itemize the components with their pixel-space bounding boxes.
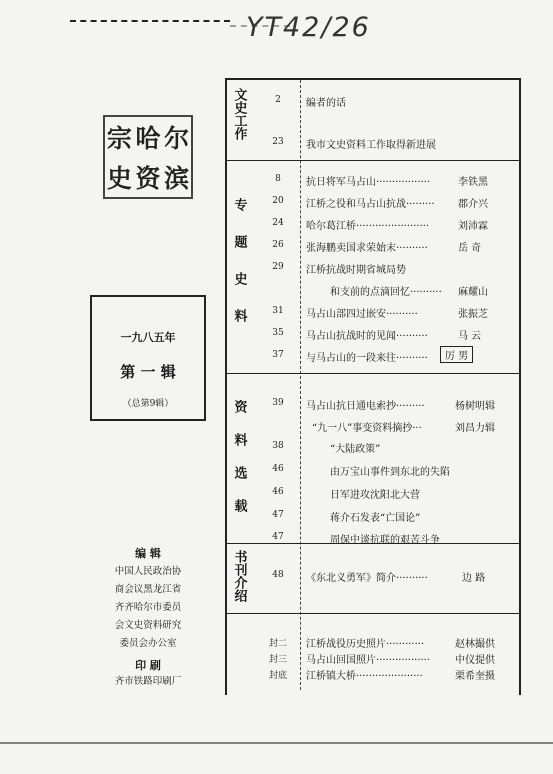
editor-line: 中国人民政治协 xyxy=(114,566,182,577)
issue-total: （总第9辑） xyxy=(122,399,174,409)
page-number: 2 xyxy=(275,95,281,105)
toc-entry-author: 杨树明辑 xyxy=(455,401,495,412)
section-divider xyxy=(225,613,519,614)
toc-entry-title: 编者的话 xyxy=(306,98,346,109)
toc-column-rule xyxy=(300,80,301,690)
seal-char: 史 xyxy=(106,164,132,193)
toc-entry-title: 蒋介石发表“亡国论” xyxy=(330,513,421,524)
toc-entry-title: “大陆政策” xyxy=(330,444,381,455)
seal-char: 宗 xyxy=(106,124,132,153)
toc-frame xyxy=(225,78,521,695)
editor-line: 商会议黑龙江省 xyxy=(114,584,182,595)
page-number: 8 xyxy=(275,174,281,184)
section-divider xyxy=(225,160,519,161)
section-title-text: 资料选载 xyxy=(231,400,247,532)
toc-entry-title: 和支前的点滴回忆·········· xyxy=(330,287,442,298)
toc-entry-title: 马占山部四过嵌安·········· xyxy=(306,309,418,320)
editor-heading: 编 辑 xyxy=(135,547,161,560)
toc-entry-title: 江桥镇大桥····················· xyxy=(306,671,423,682)
toc-entry-author: 边 路 xyxy=(462,573,486,584)
page-number: 38 xyxy=(272,441,284,451)
seal-char: 哈 xyxy=(135,124,161,153)
page-number: 47 xyxy=(272,532,284,542)
section-title-wenshi xyxy=(228,88,250,140)
printer-name: 齐市铁路印刷厂 xyxy=(114,676,182,687)
toc-entry-title: 马占山回国照片················· xyxy=(306,655,431,666)
issue-box xyxy=(90,295,206,421)
toc-entry-author: 麻耀山 xyxy=(458,287,488,298)
page-number: 47 xyxy=(272,510,284,520)
editor-line: 会文史资料研究 xyxy=(114,620,182,631)
toc-entry-title: 日军进攻沈阳北大营 xyxy=(330,490,420,501)
handwritten-note: YT42/26 xyxy=(246,12,371,43)
page-number: 48 xyxy=(272,570,284,580)
printer-heading: 印 刷 xyxy=(135,659,161,672)
section-title-text: 专题史料 xyxy=(231,198,247,346)
page-number: 24 xyxy=(272,218,284,228)
section-title-ziliao xyxy=(228,400,250,532)
seal-char: 尔 xyxy=(164,124,190,153)
toc-entry-author: 岳 奇 xyxy=(458,243,482,254)
page-number: 31 xyxy=(272,306,284,316)
page-number: 35 xyxy=(272,328,284,338)
toc-entry-author: 栗希奎摄 xyxy=(455,671,495,682)
toc-entry-title: 江桥之役和马占山抗战········· xyxy=(306,199,435,210)
toc-entry-title: 江桥抗战时期省城局势 xyxy=(306,265,406,276)
toc-entry-title: 抗日将军马占山················· xyxy=(306,177,431,188)
section-title-zhuanti xyxy=(228,198,250,346)
section-divider xyxy=(225,373,519,374)
toc-entry-title: 哈尔葛江桥······················· xyxy=(306,221,430,232)
toc-entry-title: 马占山抗战时的见闻·········· xyxy=(306,331,428,342)
page-number: 46 xyxy=(272,464,284,474)
issue-year: 一九八五年 xyxy=(120,331,176,344)
section-title-text: 文史工作 xyxy=(231,88,247,140)
toc-entry-title: 由万宝山事件到东北的失陷 xyxy=(330,467,450,478)
toc-entry-author: 郡介兴 xyxy=(458,199,488,210)
toc-entry-author: 中仪提供 xyxy=(455,655,495,666)
toc-entry-title: 马占山抗日通电索抄········· xyxy=(306,401,425,412)
seal-char: 滨 xyxy=(164,164,190,193)
seal-char: 资 xyxy=(135,164,161,193)
page-number: 封三 xyxy=(268,655,287,665)
issue-volume: 第 一 辑 xyxy=(120,363,176,381)
toc-entry-title: 江桥战役历史照片············ xyxy=(306,639,425,650)
seal-stamp xyxy=(103,115,193,199)
page-number: 封底 xyxy=(268,671,287,681)
page-number: 39 xyxy=(272,398,284,408)
toc-entry-author: 厉 男 xyxy=(440,346,473,363)
editor-line: 委员会办公室 xyxy=(119,638,177,649)
page-number: 37 xyxy=(272,350,284,360)
toc-entry-author: 刘沛霖 xyxy=(458,221,488,232)
top-dashed-rule xyxy=(70,20,230,22)
page-number: 26 xyxy=(272,240,284,250)
editor-line: 齐齐哈尔市委员 xyxy=(114,602,182,613)
section-title-text: 书刊介绍 xyxy=(231,550,247,602)
toc-entry-author: 刘昌力辑 xyxy=(455,423,495,434)
toc-entry-author: 张振芝 xyxy=(458,309,488,320)
toc-entry-title: 《东北义勇军》简介·········· xyxy=(306,573,428,584)
toc-entry-title: 我市文史资料工作取得新进展 xyxy=(306,140,436,151)
toc-entry-title: 张海鹏卖国求荣始末·········· xyxy=(306,243,428,254)
page-number: 46 xyxy=(272,487,284,497)
bottom-scan-edge xyxy=(0,742,553,744)
toc-entry-title: 与马占山的一段来往·········· xyxy=(306,353,428,364)
page-number: 封二 xyxy=(268,639,287,649)
section-title-shukan xyxy=(228,550,250,602)
toc-entry-title: “九一八”事变资料摘抄··· xyxy=(312,423,422,434)
toc-entry-author: 马 云 xyxy=(458,331,482,342)
page-number: 23 xyxy=(272,137,284,147)
toc-entry-title: 周保中谈抗联的艰苦斗争 xyxy=(330,535,440,546)
toc-entry-author: 李铁黑 xyxy=(458,177,488,188)
page-number: 29 xyxy=(272,262,284,272)
editorial-credits xyxy=(88,545,208,691)
page-number: 20 xyxy=(272,196,284,206)
toc-entry-author: 赵林撮供 xyxy=(455,639,495,650)
